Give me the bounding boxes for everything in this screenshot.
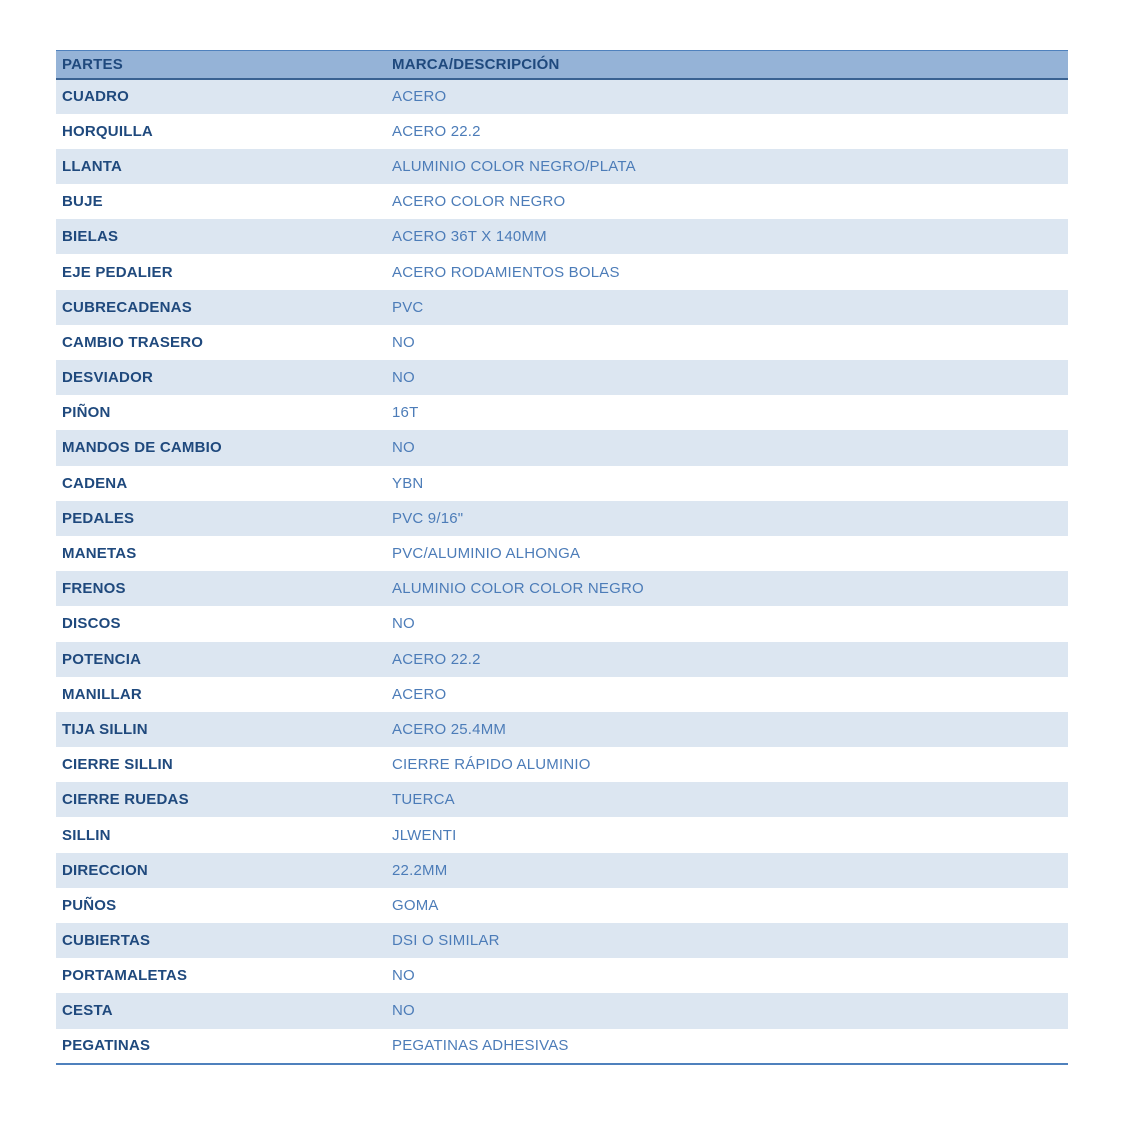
table-row <box>56 149 1068 184</box>
part-description-cell: NO <box>392 615 415 633</box>
part-name-cell: PEGATINAS <box>62 1037 151 1055</box>
part-description-cell: NO <box>392 967 415 985</box>
part-description-cell: 22.2MM <box>392 861 448 879</box>
part-description-cell: CIERRE RÁPIDO ALUMINIO <box>392 756 591 774</box>
part-description-cell: ALUMINIO COLOR COLOR NEGRO <box>392 580 644 598</box>
table-row <box>56 747 1068 782</box>
bike-parts-spec-table <box>56 50 1068 1065</box>
part-description-cell: GOMA <box>392 896 439 914</box>
part-name-cell: CUBRECADENAS <box>62 298 192 316</box>
part-name-cell: EJE PEDALIER <box>62 263 173 281</box>
part-name-cell: CAMBIO TRASERO <box>62 333 204 351</box>
part-name-cell: MANDOS DE CAMBIO <box>62 439 222 457</box>
part-description-cell: ACERO RODAMIENTOS BOLAS <box>392 263 620 281</box>
part-name-cell: CIERRE RUEDAS <box>62 791 189 809</box>
table-row <box>56 325 1068 360</box>
part-name-cell: MANILLAR <box>62 685 142 703</box>
part-name-cell: PORTAMALETAS <box>62 967 188 985</box>
part-description-cell: ACERO 22.2 <box>392 650 481 668</box>
table-body <box>56 79 1068 1064</box>
table-row <box>56 430 1068 465</box>
part-description-cell: ACERO <box>392 685 447 703</box>
part-description-cell: NO <box>392 439 415 457</box>
part-description-cell: NO <box>392 369 415 387</box>
part-name-cell: HORQUILLA <box>62 122 153 140</box>
part-description-cell: PEGATINAS ADHESIVAS <box>392 1037 569 1055</box>
table-row <box>56 114 1068 149</box>
column-header-marca-descripcion: MARCA/DESCRIPCIÓN <box>386 51 1068 79</box>
part-name-cell: CUBIERTAS <box>62 932 151 950</box>
part-name-cell: CIERRE SILLIN <box>62 756 173 774</box>
table-row <box>56 360 1068 395</box>
table-row <box>56 606 1068 641</box>
table-row <box>56 79 1068 114</box>
table-row <box>56 254 1068 289</box>
part-name-cell: BIELAS <box>62 228 119 246</box>
part-name-cell: PUÑOS <box>62 896 117 914</box>
part-name-cell: PIÑON <box>62 404 111 422</box>
part-description-cell: 16T <box>392 404 419 422</box>
table-row <box>56 501 1068 536</box>
part-name-cell: FRENOS <box>62 580 126 598</box>
table-row <box>56 958 1068 993</box>
table-row <box>56 184 1068 219</box>
table-header-row <box>56 51 1068 79</box>
part-name-cell: MANETAS <box>62 545 137 563</box>
part-description-cell: ACERO 25.4MM <box>392 720 507 738</box>
table-row <box>56 923 1068 958</box>
part-name-cell: CADENA <box>62 474 128 492</box>
table-row <box>56 1029 1068 1064</box>
part-description-cell: ACERO 22.2 <box>392 122 481 140</box>
part-description-cell: ACERO <box>392 88 447 106</box>
part-name-cell: SILLIN <box>62 826 111 844</box>
part-description-cell: NO <box>392 1002 415 1020</box>
part-description-cell: PVC 9/16" <box>392 509 464 527</box>
part-description-cell: ACERO COLOR NEGRO <box>392 193 566 211</box>
table-row <box>56 993 1068 1028</box>
table-row <box>56 395 1068 430</box>
part-name-cell: CESTA <box>62 1002 113 1020</box>
part-description-cell: ALUMINIO COLOR NEGRO/PLATA <box>392 157 636 175</box>
table-row <box>56 642 1068 677</box>
part-description-cell: JLWENTI <box>392 826 457 844</box>
table-row <box>56 571 1068 606</box>
part-name-cell: DESVIADOR <box>62 369 153 387</box>
part-name-cell: LLANTA <box>62 157 123 175</box>
part-name-cell: CUADRO <box>62 88 130 106</box>
part-name-cell: TIJA SILLIN <box>62 720 148 738</box>
part-name-cell: PEDALES <box>62 509 135 527</box>
part-description-cell: PVC/ALUMINIO ALHONGA <box>392 545 581 563</box>
part-name-cell: DISCOS <box>62 615 121 633</box>
table-row <box>56 782 1068 817</box>
table-row <box>56 536 1068 571</box>
part-description-cell: PVC <box>392 298 424 316</box>
part-description-cell: NO <box>392 333 415 351</box>
table-row <box>56 677 1068 712</box>
column-header-partes: PARTES <box>56 51 386 79</box>
table-row <box>56 888 1068 923</box>
part-name-cell: POTENCIA <box>62 650 142 668</box>
table-row <box>56 817 1068 852</box>
part-name-cell: BUJE <box>62 193 103 211</box>
table-row <box>56 466 1068 501</box>
part-name-cell: DIRECCION <box>62 861 148 879</box>
table-row <box>56 290 1068 325</box>
part-description-cell: YBN <box>392 474 424 492</box>
table-row <box>56 219 1068 254</box>
part-description-cell: ACERO 36T X 140MM <box>392 228 547 246</box>
part-description-cell: TUERCA <box>392 791 455 809</box>
table-row <box>56 712 1068 747</box>
table-row <box>56 853 1068 888</box>
part-description-cell: DSI O SIMILAR <box>392 932 500 950</box>
